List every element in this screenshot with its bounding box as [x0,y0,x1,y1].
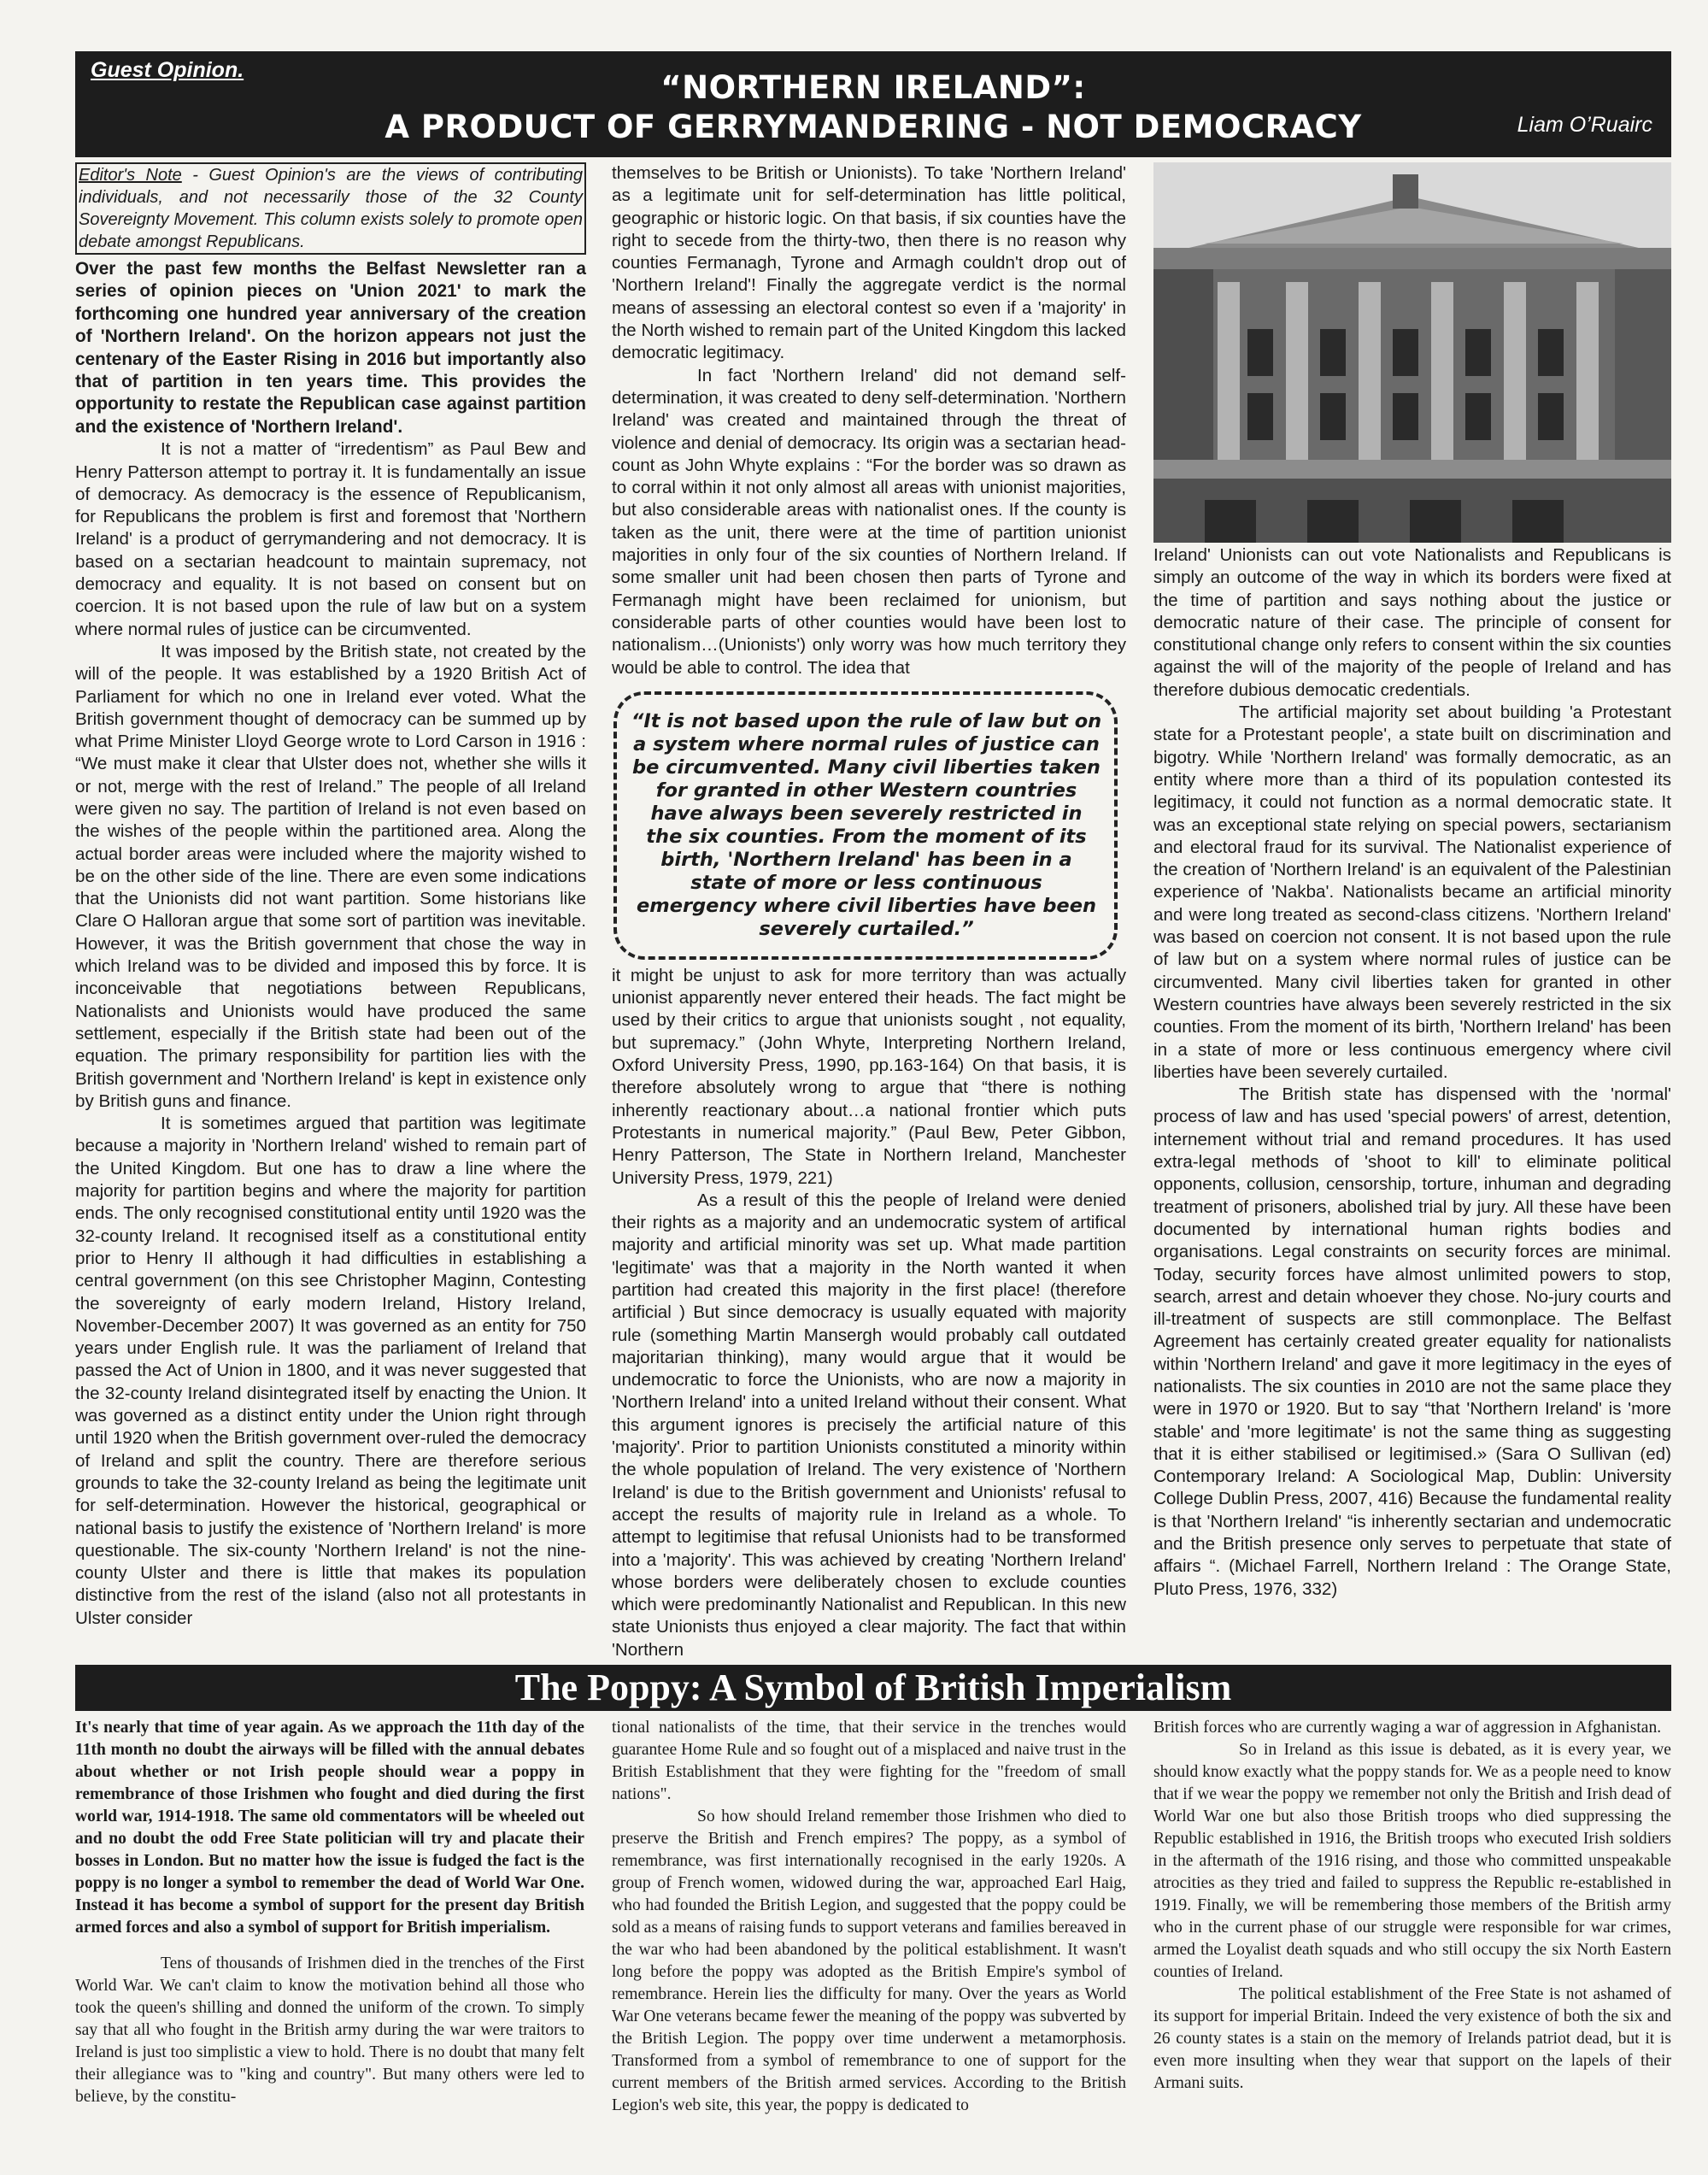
article-lead: Over the past few months the Belfast Newsletter ran a series of opinion pieces on 'Union 2021' to mark the forthcoming one hundred year anniversary of the creation of 'Northern Ireland'. On the horizon appears not just the centenary of the Easter Rising in 2016 but importantly also that of partition in ten years time. This provides the opportunity to restate the Republican case against partition and the existence of 'Northern Ireland'. [75,259,586,437]
headline-line-2: A PRODUCT OF GERRYMANDERING - NOT DEMOCRACY [384,109,1362,145]
article-paragraph: In fact 'Northern Ireland' did not demand self-determination, it was created to deny self-determination. 'Northern Ireland' was created and maintained through the threat of violence and denial of democracy. Its origin was a sectarian head-count as John Whyte explains : “For the border was so drawn as to corral within it not only almost all areas with unionist majorities, but also considerable areas with nationalist ones. If the county is taken as the unit, there were at the time of partition unionist majorities in only four of the six counties of Northern Ireland. If some smaller unit had been chosen then parts of Tyrone and Fermanagh might have been reclaimed for unionism, but considerable parts of other counties would have been lost to nationalism…(Unionists') only worry was how much territory they would be able to control. The idea that [612,365,1126,678]
poppy-paragraph: tional nationalists of the time, that their service in the trenches would guarantee Home Rule and so fought out of a misplaced and naive trust in the British Establishment that they were fighting for the "freedom of small nations". [612,1719,1126,1803]
article-paragraph: it might be unjust to ask for more territory than was actually unionist apparently never entered their heads. The fact might be used by their critics to argue that unionists sought , not equality, but supremacy.” (John Whyte, Interpreting Northern Ireland, Oxford University Press, 1990, pp.163-164) On that basis, it is therefore absolutely wrong to argue that “there is nothing inherently reactionary about…a national frontier which puts Protestants in numerical majority.” (Paul Bew, Peter Gibbon, Henry Patterson, The State in Northern Ireland, Manchester University Press, 1979, 221) [612,965,1126,1188]
article-header [75,51,1671,157]
editor-note-label: Editor's Note [79,166,182,185]
byline: Liam O’Ruairc [1517,113,1652,137]
article-paragraph: The British state has dispensed with the 'normal' process of law and has used 'special powers' of arrest, detention, internement without trial and remand procedures. It has used extra-legal methods of 'shoot to kill' to eliminate political opponents, collusion, censorship, torture, inhuman and degrading treatment of prisoners, abolished trial by jury. All these have been documented by international human rights bodies and organisations. Legal constraints on security forces are minimal. Today, security forces have almost unlimited powers to stop, search, arrest and detain whoever they chose. No-jury courts and ill-treatment of suspects are still commonplace. The Belfast Agreement has certainly created greater equality for nationalists within 'Northern Ireland' and gave it more legitimacy in the eyes of nationalists. The six counties in 2010 are not the same place they were in 1970 or 1920. But to say “that 'Northern Ireland' is 'more stable' and 'more legitimate' is not the same thing as suggesting that it is either stabilised or legitimised.» (Sara O Sullivan (ed) Contemporary Ireland: A Sociological Map, Dublin: University College Dublin Press, 2007, 416) Because the fundamental reality is that 'Northern Ireland' “is inherently sectarian and undemocratic and the British presence only serves to perpetuate that state of affairs “. (Michael Farrell, Northern Ireland : The Orange State, Pluto Press, 1976, 332) [1153,1085,1671,1599]
article-paragraph: Ireland' Unionists can out vote Nationalists and Republicans is simply an outcome of the way in which its borders were fixed at the time of partition and says nothing about the justice or democratic nature of their case. The principle of consent for constitutional change only refers to consent within the six counties against the will of the majority of the people of Ireland and has therefore dubious democatic credentials. [1153,545,1671,700]
article-column-2 [612,162,1126,1661]
editor-note [75,162,586,255]
article-body [75,162,1671,1658]
editor-note-text: - Guest Opinion's are the views of contributing individuals, and not necessarily those of the 32 County Sovereignty Movement. This column exists solely to promote open debate amongst Republicans. [79,166,583,251]
article-paragraph: As a result of this the people of Ireland were denied their rights as a majority and an undemocratic system of artifical majority and artificial minority was set up. What made partition 'legitimate' was that a majority in the North wanted it when partition had created this majority in the first place! (therefore artificial ) But since democracy is usually equated with majority rule (something Martin Mansergh would probably call outdated majoritarian thinking), many would argue that it would be undemocratic to force the Unionists, who are now a majority in 'Northern Ireland' into a united Ireland without their consent. What this argument ignores is precisely the artificial nature of this 'majority'. Prior to partition Unionists constituted a minority within the whole population of Ireland. The very existence of 'Northern Ireland' is due to the British government and Unionists' refusal to accept the results of majority rule in Ireland as a whole. To attempt to legitimise that refusal Unionists had to be transformed into a 'majority'. This was achieved by creating 'Northern Ireland' whose borders were deliberately chosen to exclude counties which were predominantly Nationalist and Republican. In this new state Unionists thus enjoyed a clear majority. The fact that within 'Northern [612,1190,1126,1660]
article-column-1 [75,162,586,1630]
section-kicker: Guest Opinion. [91,58,244,82]
poppy-paragraph: Tens of thousands of Irishmen died in the trenches of the First World War. We can't claim to know the motivation behind all those who took the queen's shilling and donned the uniform of the crown. To simply say that all who fought in the British army during the war were traitors to Ireland is just too simplistic a view to hold. There is no doubt that many felt their allegiance was to "king and country". But many others were led to believe, by the constitu- [75,1955,584,2106]
poppy-paragraph: So in Ireland as this issue is debated, as it is every year, we should know exactly what the poppy stands for. We as a people need to know that if we wear the poppy we remember not only the British and Irish dead of World War one but also those British troops who died suppressing the Republic established in 1916, the British troops who executed Irish soldiers in the aftermath of the 1916 rising, and those who committed unspeakable atrocities as they tried and failed to suppress the Republic re-established in 1919. Finally, we will be remembering those members of the British army who in the current phase of our struggle were responsible for war crimes, armed the Loyalist death squads and who still occupy the six North Eastern counties of Ireland. [1153,1741,1671,1981]
poppy-paragraph: The political establishment of the Free State is not ashamed of its support for imperial Britain. Indeed the very existence of both the six and 26 county states is a stain on the memory of Irelands patriot dead, but it is even more insulting when they wear that support on the lapels of their Armani suits. [1153,1985,1671,2092]
poppy-article-title: The Poppy: A Symbol of British Imperialism [75,1665,1671,1711]
poppy-column-2 [612,1717,1126,2117]
article-paragraph: It is sometimes argued that partition was legitimate because a majority in 'Northern Ireland' wished to remain part of the United Kingdom. But one has to draw a line where the majority for partition begins and where the majority for partition ends. The only recognised constitutional entity until 1920 was the 32-county Ireland. It recognised itself as a constitutional entity prior to Henry II although it had difficulties in establishing a central government (on this see Christopher Maginn, Contesting the sovereignty of early modern Ireland, History Ireland, November-December 2007) It was governed as an entity for 750 years under English rule. It was the parliament of Ireland that passed the Act of Union in 1800, and it was never suggested that the 32-county Ireland disintegrated itself by enacting the Union. It was governed as a distinct entity under the Union right through until 1920 when the British government over-ruled the democracy of Ireland and split the country. There are therefore serious grounds to take the 32-county Ireland as being the legitimate unit for self-determination. However the historical, geographical or national basis to justify the existence of 'Northern Ireland' is more questionable. The six-county 'Northern Ireland' is not the nine-county Ulster and there is little that makes its population distinctive from the rest of the island (also not all protestants in Ulster consider [75,1114,586,1628]
article-paragraph: The artificial majority set about building 'a Protestant state for a Protestant people', a state built on discrimination and bigotry. While 'Northern Ireland' was formally democratic, as an entity where more than a third of its population contested its legitimacy, it could not function as a normal democratic state. It was an exceptional state relying on special powers, sectarianism and electoral fraud for its survival. The Nationalist experience of the creation of 'Northern Ireland' is an equivalent of the Palestinian experience of 'Nakba'. Nationalists became an artificial minority and were long treated as second-class citizens. 'Northern Ireland' was based on coercion not consent. It is not based upon the rule of law but on a system where normal rules of justice can be circumvented. Many civil liberties taken for granted in other Western countries have always been severely restricted in the six counties. From the moment of its birth, 'Northern Ireland' has been in a state of more or less continuous emergency where civil liberties have been severely curtailed. [1153,702,1671,1082]
headline-line-1: “NORTHERN IRELAND”: [660,69,1086,106]
newspaper-page [75,51,1671,2114]
poppy-column-3 [1153,1717,1671,2095]
pull-quote: “It is not based upon the rule of law but on a system where normal rules of justice can be circumvented. Many civil liberties taken for granted in other Western countries have always been severely restricted in the six counties. From the moment of its birth, 'Northern Ireland' has been in a state of more or less continuous emergency where civil liberties have been severely curtailed.” [613,691,1118,960]
parliament-building-photo [1153,162,1671,543]
poppy-paragraph: British forces who are currently waging a war of aggression in Afghanistan. [1153,1719,1662,1737]
article-paragraph: themselves to be British or Unionists). To take 'Northern Ireland' as a legitimate unit for self-determination has little political, geographic or historic logic. On that basis, if six counties have the right to secede from the thirty-two, then there is no reason why counties Fermanagh, Tyrone and Armagh couldn't drop out of 'Northern Ireland'! Finally the aggregate verdict is the normal means of assessing an electoral contest so even if a 'majority' in the North wished to remain part of the United Kingdom this lacked democratic legitimacy. [612,163,1126,363]
poppy-paragraph: So how should Ireland remember those Irishmen who died to preserve the British and French empires? The poppy, as a symbol of remembrance, was first internationally recognised in the early 1920s. A group of French women, widowed during the war, approached Earl Haig, who had founded the British Legion, and suggested that the poppy could be sold as a means of raising funds to support veterans and families bereaved in the war who had been abandoned by the political establishment. It wasn't long before the poppy was adopted as the British Empire's symbol of remembrance. Herein lies the difficulty for many. Over the years as World War One veterans became fewer the meaning of the poppy was subverted by the British Legion. The poppy over time underwent a metamorphosis. Transformed from a symbol of remembrance to one of support for the current members of the British armed services. According to the British Legion's web site, this year, the poppy is dedicated to [612,1808,1126,2114]
stormont-building-image [1153,162,1671,543]
article-column-3 [1153,162,1671,1601]
poppy-lead: It's nearly that time of year again. As we approach the 11th day of the 11th month no doubt the airways will be filled with the annual debates about whether or not Irish people should wear a poppy in remembrance of those Irishmen who fought and died during the first world war, 1914-1918. The same old commentators will be wheeled out and no doubt the odd Free State politician will try and placate their bosses in London. But no matter how the issue is fudged the fact is the poppy is no longer a symbol to remember the dead of World War One. Instead it has become a symbol of support for the present day British armed forces and also a symbol of support for British imperialism. [75,1719,584,1937]
article-paragraph: It is not a matter of “irredentism” as Paul Bew and Henry Patterson attempt to portray it. It is fundamentally an issue of democracy. As democracy is the essence of Republicanism, for Republicans the problem is first and foremost that 'Northern Ireland' is a product of gerrymandering and not democracy. It is based on a sectarian headcount to maintain supremacy, not democracy and equality. It is not based on consent but on coercion. It is not based upon the rule of law but on a system where normal rules of justice can be circumvented. [75,439,586,639]
article-headline [75,68,1671,147]
poppy-column-1 [75,1717,584,2108]
article-paragraph: It was imposed by the British state, not created by the will of the people. It was established by a 1920 British Act of Parliament for which no one in Ireland ever voted. What the British government thought of democracy can be summed up by what Prime Minister Lloyd George wrote to Lord Carson in 1916 : “We must make it clear that Ulster does not, whether she wills it or not, merge with the rest of Ireland.” The people of all Ireland were given no say. The partition of Ireland is not even based on the wishes of the people within the partitioned area. Along the actual border areas were included where the majority wished to be on the other side of the line. There are even some indications that the Unionists did not want partition. Some historians like Clare O Halloran argue that some sort of partition was inevitable. However, it was the British government that chose the way in which Ireland was to be divided and imposed this by force. It is inconceivable that negotiations between Republicans, Nationalists and Unionists would have produced the same settlement, especially if the British state had been out of the equation. The primary responsibility for partition lies with the British government and 'Northern Ireland' is kept in existence only by British guns and finance. [75,641,586,1111]
